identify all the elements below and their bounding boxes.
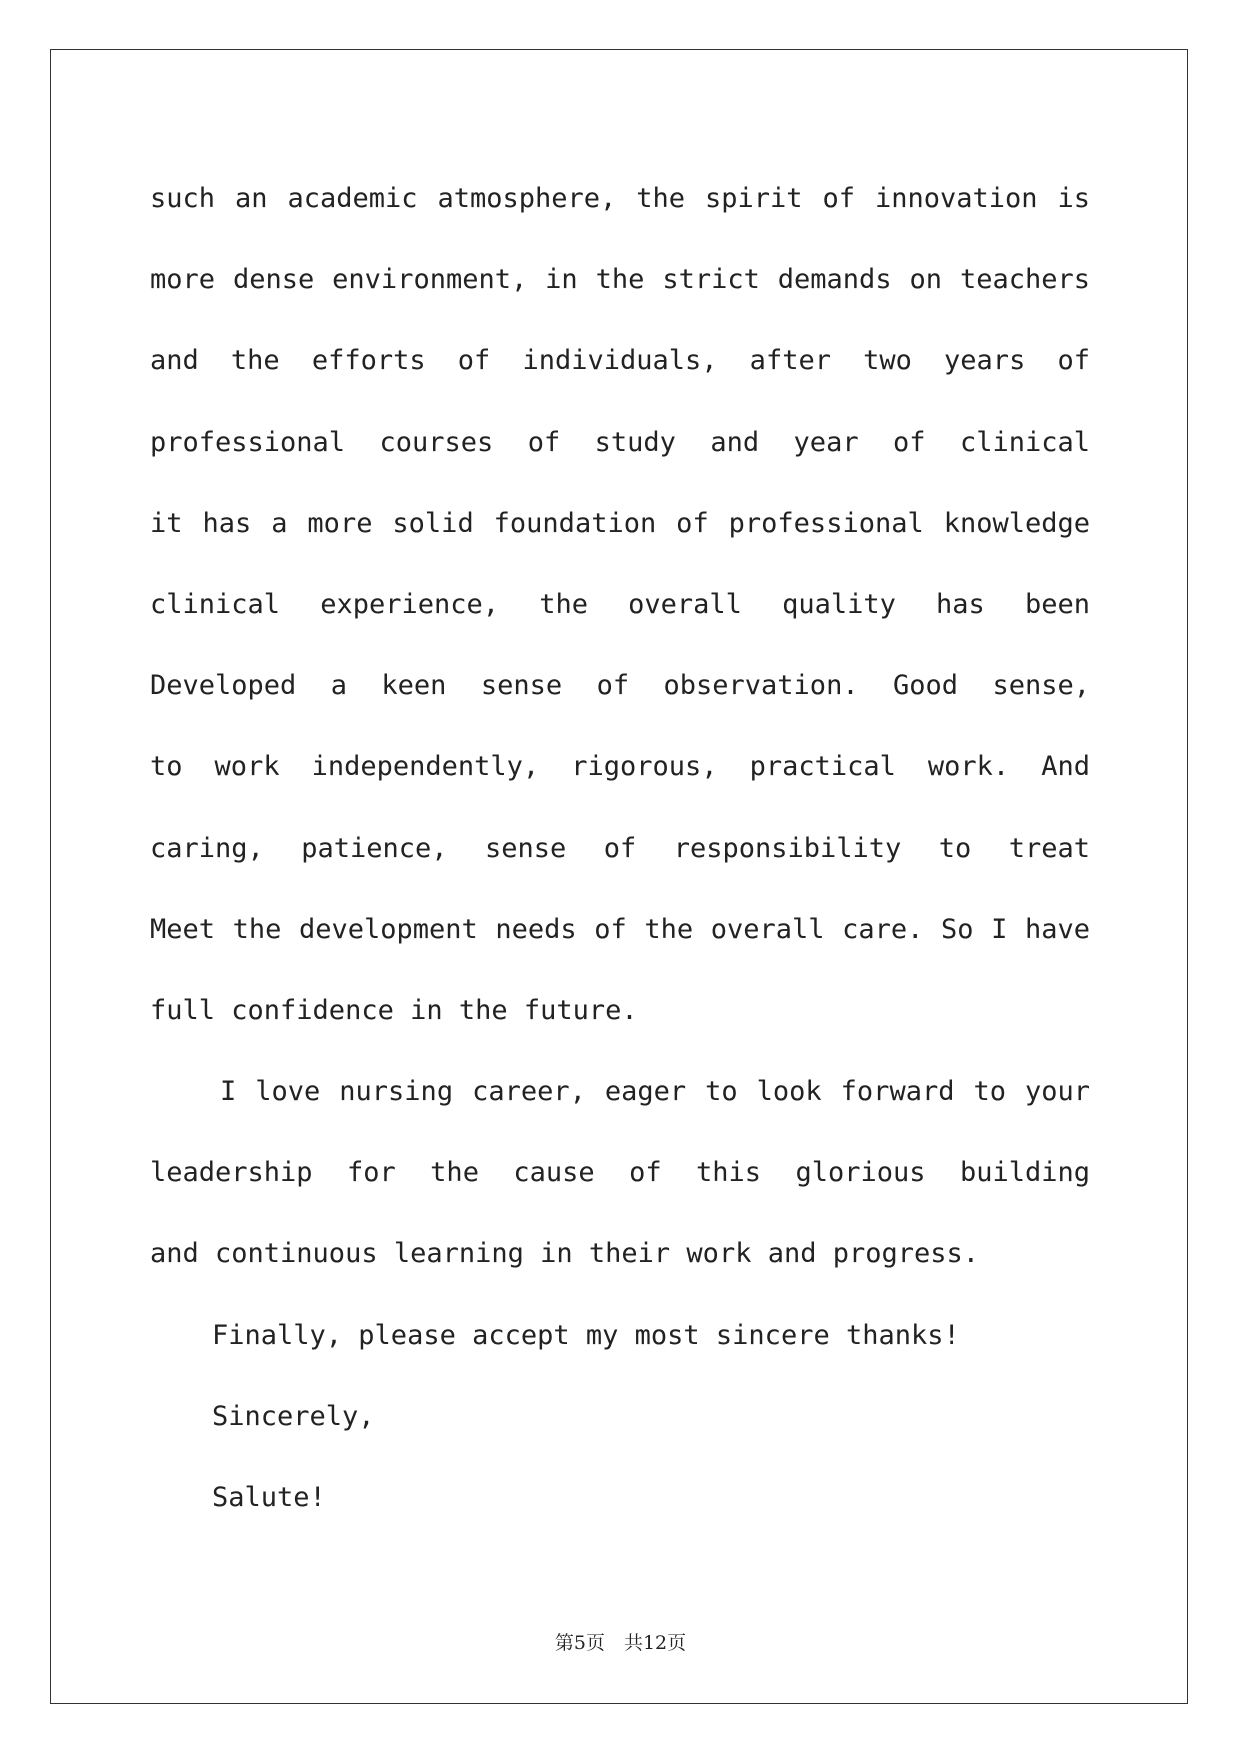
closing-sincerely: Sincerely, bbox=[212, 1400, 375, 1432]
page-footer bbox=[0, 1628, 1241, 1655]
text-line: leadership for the cause of this glorious building bbox=[150, 1157, 1090, 1189]
text-line: professional courses of study and year of clinical bbox=[150, 426, 1090, 458]
letter-body bbox=[150, 158, 1090, 1538]
text-line: to work independently, rigorous, practical work. And bbox=[150, 751, 1090, 783]
text-line: full confidence in the future. bbox=[150, 994, 638, 1026]
closing-salute: Salute! bbox=[212, 1482, 326, 1513]
text-line: caring, patience, sense of responsibility to treat bbox=[150, 832, 1090, 864]
text-line: and continuous learning in their work and progress. bbox=[150, 1238, 980, 1270]
closing-thanks: Finally, please accept my most sincere thanks! bbox=[212, 1319, 960, 1351]
text-line: Meet the development needs of the overall care. So I have bbox=[150, 913, 1090, 945]
text-line: more dense environment, in the strict demands on teachers bbox=[150, 264, 1090, 296]
text-line: it has a more solid foundation of professional knowledge bbox=[150, 507, 1090, 539]
page-number-label: 第5页 共12页 bbox=[554, 1632, 687, 1654]
text-line: Developed a keen sense of observation. Good sense, bbox=[150, 670, 1090, 702]
text-line: and the efforts of individuals, after two years of bbox=[150, 345, 1090, 377]
text-line: such an academic atmosphere, the spirit of innovation is bbox=[150, 183, 1090, 214]
text-line: clinical experience, the overall quality has been bbox=[150, 588, 1090, 620]
paragraph-start-line: I love nursing career, eager to look forward to your bbox=[220, 1076, 1090, 1108]
